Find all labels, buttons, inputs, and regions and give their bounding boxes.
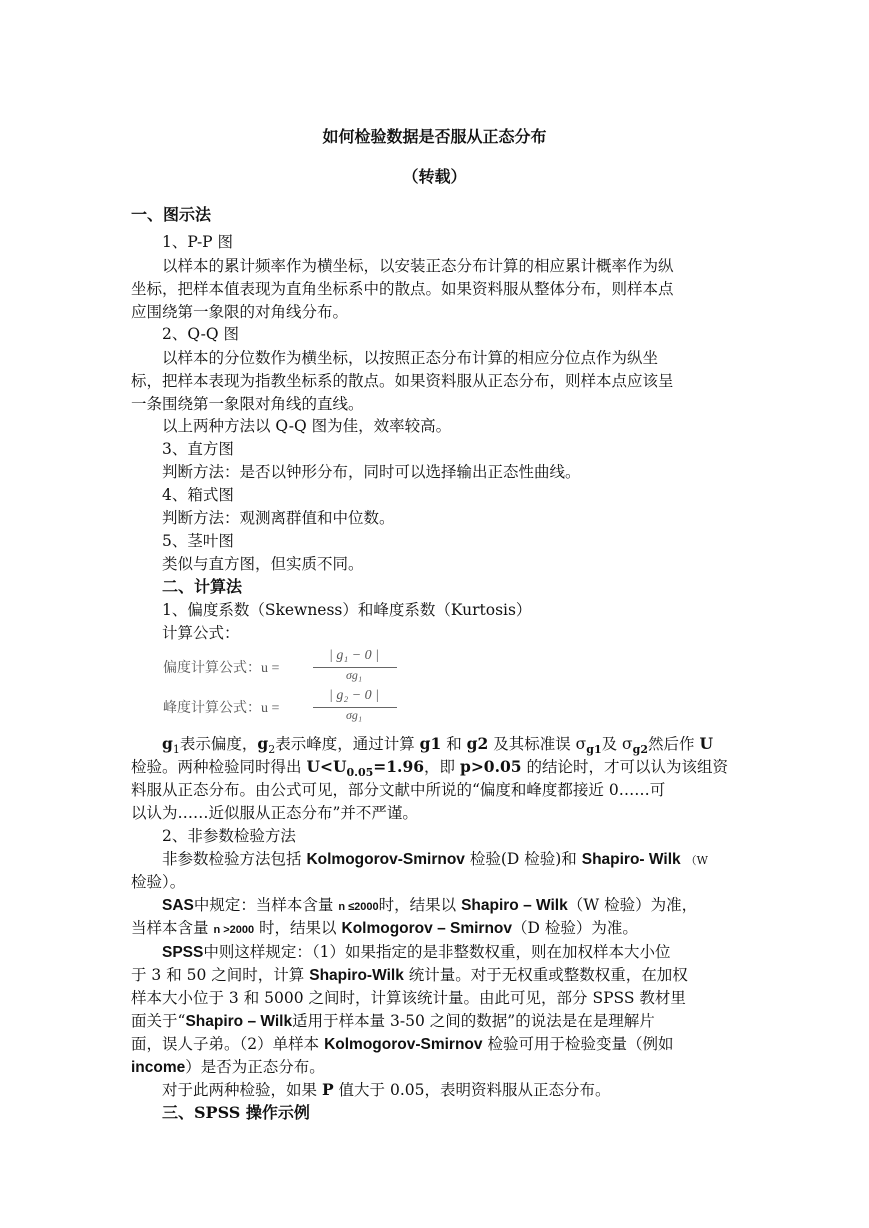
skewness-formula-label: 偏度计算公式：u = (163, 661, 280, 676)
nonparam-title: 2、非参数检验方法 (162, 827, 296, 845)
text-run: （W 检验）为准， (567, 896, 698, 914)
skewness-formula-numerator: | g₁ − 0 | (328, 648, 379, 663)
skewness-formula (163, 648, 403, 684)
text-run: 然后作 (647, 735, 695, 753)
qq-paragraph-line3: 一条围绕第一象限对角线的直线。 (131, 395, 364, 413)
formula-label: 计算公式： (162, 624, 240, 642)
text-run: 中规定：当样本含量 (193, 896, 334, 914)
text-run: （D 检验）为准。 (512, 919, 638, 937)
text-run: 非参数检验方法包括 (162, 850, 302, 868)
kurtosis-formula (163, 688, 403, 724)
kurtosis-formula-numerator: | g₂ − 0 | (328, 688, 379, 703)
text-run: 统计量。对于无权重或整数权重，在加权 (408, 966, 688, 984)
pp-title: 1、P-P 图 (162, 233, 234, 251)
sas-line1 (162, 894, 740, 918)
text-run: 时，结果以 (378, 896, 457, 914)
compare-text: 以上两种方法以 Q-Q 图为佳，效率较高。 (162, 417, 452, 435)
text-run: 及 σ (601, 735, 633, 753)
pp-paragraph-line1: 以样本的累计频率作为横坐标，以安装正态分布计算的相应累计概率作为纵 (162, 257, 674, 275)
text-run: 面关于“ (131, 1012, 186, 1030)
text-run: 适用于样本量 3-50 之间的数据”的说法是在是理解片 (292, 1012, 655, 1030)
spss-line5 (131, 1033, 741, 1056)
sw-test-name: Shapiro-Wilk (309, 967, 404, 984)
g1-bold: g1 (419, 734, 442, 753)
ks-test-name: Kolmogorov-Smirnov (324, 1036, 483, 1053)
text-run: 对于此两种检验，如果 (162, 1081, 318, 1099)
section3-heading: 三、SPSS 操作示例 (162, 1103, 310, 1122)
text-run: ，即 (424, 758, 456, 776)
qq-paragraph-line2: 标，把样本表现为指教坐标系的散点。如果资料服从正态分布，则样本点应该呈 (131, 372, 674, 390)
text-run: 中则这样规定：（1）如果指定的是非整数权重，则在加权样本大小位 (203, 943, 671, 961)
ks-test-name: Kolmogorov-Smirnov (306, 851, 465, 868)
text-run: （W (685, 854, 708, 867)
g1-symbol: g (162, 734, 173, 753)
ks-test-name: Kolmogorov – Smirnov (341, 920, 513, 937)
g-paragraph-line4: 以认为……近似服从正态分布”并不严谨。 (131, 804, 418, 822)
pp-paragraph-line3: 应围绕第一象限的对角线分布。 (131, 303, 349, 321)
stem-title: 5、茎叶图 (162, 532, 234, 550)
u-threshold: =1.96 (373, 757, 425, 776)
text-run: 的结论时，才可以认为该组资 (526, 758, 729, 776)
sas-line2 (131, 917, 741, 941)
section1-heading: 一、图示法 (131, 205, 212, 224)
u-condition: U<U (306, 757, 347, 776)
box-title: 4、箱式图 (162, 486, 234, 504)
sas-label: SAS (162, 897, 194, 914)
sw-test-name: Shapiro – Wilk (185, 1013, 293, 1030)
text-run: 检验。两种检验同时得出 (131, 758, 302, 776)
box-text: 判断方法：观测离群值和中位数。 (162, 509, 395, 527)
kurtosis-formula-label: 峰度计算公式：u = (163, 701, 280, 716)
skewness-title: 1、偏度系数（Skewness）和峰度系数（Kurtosis） (162, 601, 532, 619)
sw-test-name: Shapiro- Wilk (581, 851, 681, 868)
g2-bold: g2 (466, 734, 489, 753)
subscript: g1 (586, 743, 602, 757)
text-run: 表示偏度， (179, 735, 258, 753)
text-run: 检验可用于检验变量（例如 (487, 1035, 674, 1053)
p-symbol: P (321, 1080, 334, 1099)
p-condition: p>0.05 (459, 757, 522, 776)
sw-test-name: Shapiro – Wilk (461, 897, 568, 914)
section2-heading: 二、计算法 (162, 577, 243, 596)
qq-title: 2、Q-Q 图 (162, 325, 240, 343)
spss-line2 (131, 964, 741, 987)
pvalue-line (162, 1079, 740, 1101)
sas-condition2: n >2000 (213, 924, 255, 936)
document-title: 如何检验数据是否服从正态分布 (322, 127, 547, 146)
text-run: 及其标准误 σ (493, 735, 587, 753)
qq-paragraph-line1: 以样本的分位数作为横坐标，以按照正态分布计算的相应分位点作为纵坐 (162, 349, 659, 367)
skewness-formula-denominator: σg₁ (345, 668, 363, 682)
spss-line6 (131, 1056, 741, 1079)
subscript: 0.05 (346, 766, 374, 780)
text-run: 检验(D 检验)和 (469, 850, 577, 868)
g-paragraph-line3: 料服从正态分布。由公式可见，部分文献中所说的“偏度和峰度都接近 0……可 (131, 781, 666, 799)
spss-label: SPSS (162, 944, 204, 961)
text-run: 于 3 和 50 之间时，计算 (131, 966, 305, 984)
g2-symbol: g (257, 734, 269, 753)
income-variable: income (131, 1059, 186, 1076)
text-run: 当样本含量 (131, 919, 209, 937)
sas-condition1: n ≤2000 (338, 901, 379, 913)
u-symbol: U (699, 734, 713, 753)
text-run: 表示峰度，通过计算 (275, 735, 415, 753)
nonparam-line1 (162, 848, 740, 872)
text-run: ）是否为正态分布。 (185, 1058, 325, 1076)
spss-line3: 样本大小位于 3 和 5000 之间时，计算该统计量。由此可见，部分 SPSS 教材里 (131, 989, 686, 1007)
document-subtitle: （转载） (402, 167, 467, 186)
hist-title: 3、直方图 (162, 440, 234, 458)
kurtosis-formula-denominator: σg₁ (345, 708, 363, 722)
nonparam-line2: 检验）。 (131, 873, 186, 891)
text-run: 值大于 0.05，表明资料服从正态分布。 (338, 1081, 611, 1099)
spss-line1 (162, 941, 740, 964)
stem-text: 类似与直方图，但实质不同。 (162, 555, 364, 573)
text-run: 和 (446, 735, 462, 753)
text-run: 面，误人子弟。（2）单样本 (131, 1035, 320, 1053)
hist-text: 判断方法：是否以钟形分布，同时可以选择输出正态性曲线。 (162, 463, 581, 481)
spss-line4 (131, 1010, 741, 1033)
text-run: 时，结果以 (254, 919, 337, 937)
subscript: 1 (172, 743, 180, 757)
pp-paragraph-line2: 坐标，把样本值表现为直角坐标系中的散点。如果资料服从整体分布，则样本点 (131, 280, 674, 298)
subscript: 2 (268, 743, 276, 757)
subscript: g2 (632, 743, 648, 757)
